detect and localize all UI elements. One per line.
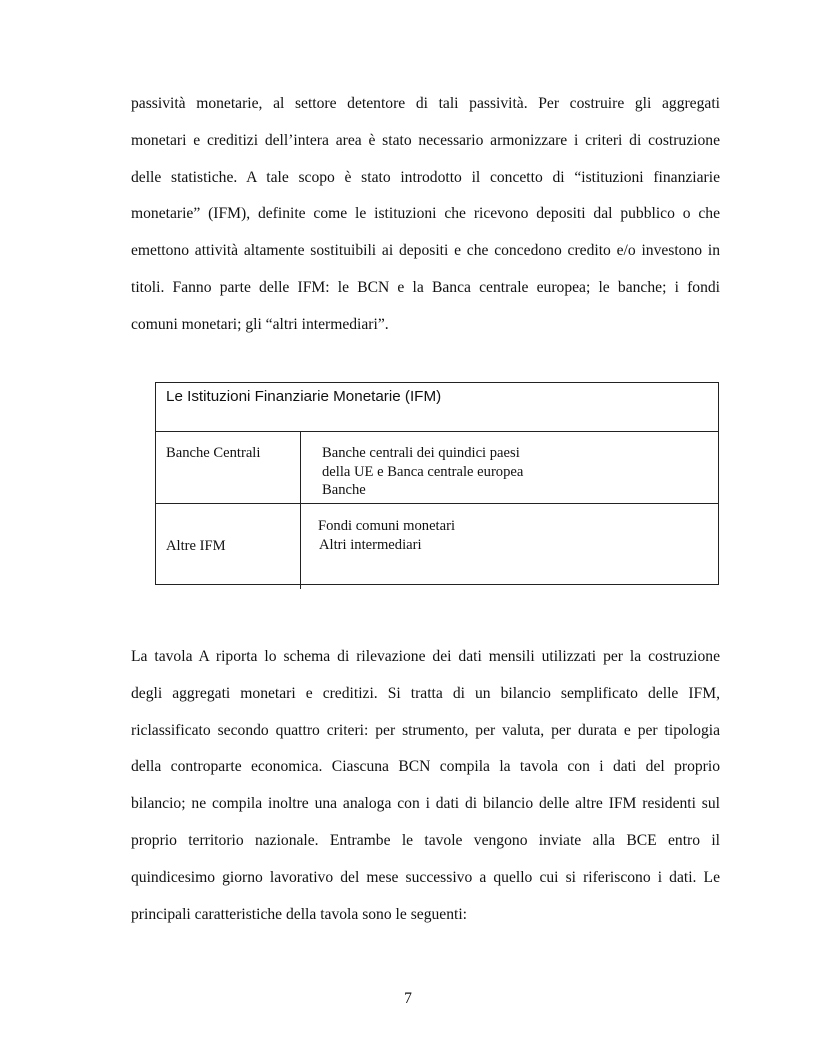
text-line: comuni monetari; gli “altri intermediari”. (131, 315, 389, 333)
text-line: monetari e creditizi dell’intera area è stato necessario armonizzare i criteri di costruzione (131, 131, 720, 149)
text-line: bilancio; ne compila inoltre una analoga con i dati di bilancio delle altre IFM residenti sul (131, 795, 720, 813)
table-cell-line: della UE e Banca centrale europea (322, 463, 524, 480)
text-line: proprio territorio nazionale. Entrambe le tavole vengono inviate alla BCE entro il (131, 831, 720, 849)
text-line: riclassificato secondo quattro criteri: per strumento, per valuta, per durata e per tipologia (131, 721, 720, 739)
ifm-table (155, 382, 719, 585)
table-cell-line: Banche centrali dei quindici paesi (322, 445, 520, 461)
text-line: La tavola A riporta lo schema di rilevazione dei dati mensili utilizzati per la costruzione (131, 648, 720, 665)
row-content-altre-ifm (318, 517, 455, 554)
text-line: titoli. Fanno parte delle IFM: le BCN e la Banca centrale europea; le banche; i fondi (131, 278, 720, 296)
text-line: emettono attività altamente sostituibili ai depositi e che concedono credito e/o investono in (131, 242, 720, 260)
page-number: 7 (404, 990, 412, 1007)
table-divider (156, 503, 718, 504)
table-divider (156, 431, 718, 432)
row-label-altre-ifm: Altre IFM (166, 538, 226, 554)
table-title: Le Istituzioni Finanziarie Monetarie (IFM) (166, 388, 442, 405)
table-cell-line: Fondi comuni monetari (318, 518, 456, 534)
column-divider (300, 431, 301, 589)
text-line: principali caratteristiche della tavola sono le seguenti: (131, 905, 468, 923)
row-content-banche-centrali (322, 444, 523, 500)
text-line: monetarie” (IFM), definite come le istituzioni che ricevono depositi dal pubblico o che (131, 205, 720, 223)
paragraph-tavola-a (131, 639, 720, 933)
row-label-banche-centrali: Banche Centrali (166, 445, 261, 461)
text-line: della controparte economica. Ciascuna BCN compila la tavola con i dati del proprio (131, 758, 720, 776)
paragraph-intro (131, 86, 720, 344)
table-cell-line: Altri intermediari (319, 536, 422, 553)
text-line: degli aggregati monetari e creditizi. Si tratta di un bilancio semplificato delle IFM, (131, 684, 720, 702)
text-line: passività monetarie, al settore detentore di tali passività. Per costruire gli aggregati (131, 95, 720, 112)
text-line: quindicesimo giorno lavorativo del mese successivo a quello cui si riferiscono i dati. Le (131, 868, 720, 886)
text-line: delle statistiche. A tale scopo è stato introdotto il concetto di “istituzioni finanziarie (131, 168, 720, 186)
table-cell-line: Banche (322, 482, 366, 499)
